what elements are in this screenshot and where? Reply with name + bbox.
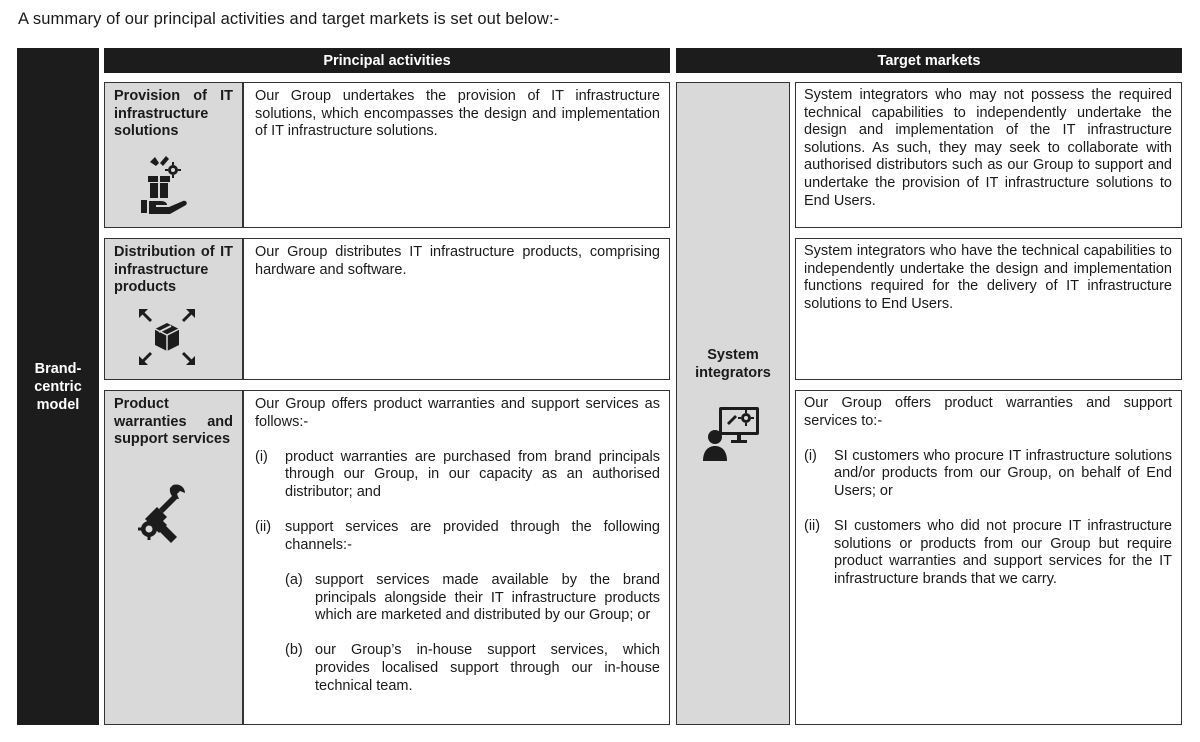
box-distribution-arrows-icon [135,305,199,369]
list-marker: (ii) [804,518,821,535]
target-segment-title: System integrators [695,347,771,381]
list-item [255,519,660,554]
list-marker: (i) [804,447,817,464]
activity-description-warranties [243,390,670,725]
list-marker: (i) [255,448,268,465]
list-marker: (b) [285,642,303,659]
activity-description-distribution [243,238,670,380]
list-text: SI customers who did not procure IT infrastructure solutions or products from our Group but require product warranties and support services for the IT infrastructure brands that we carry. [834,518,1172,587]
list-marker: (a) [285,571,303,588]
activity-title: Distribution of IT infrastructure products [114,244,233,296]
activity-description-provision [243,82,670,228]
person-monitor-gears-icon [703,403,763,463]
sub-list-item [255,642,660,695]
list-text: our Group’s in-house support services, which provides localised support through our in-house technical team. [315,642,660,694]
target-market-1 [795,82,1182,228]
list-text: support services are provided through the following channels:- [285,519,660,553]
list-text: support services made available by the brand principals alongside their IT infrastructure products which are marketed and distributed by our Group; or [315,571,660,624]
target-market-text: System integrators who may not possess the required technical capabilities to independently undertake the design and implementation of the IT infrastructure solutions. As such, they may seek to collaborate with authorised distributors such as our Group to support and undertake the provision of IT infrastructure solutions to End Users. [804,87,1172,209]
list-item [804,448,1172,501]
header-target-markets: Target markets [676,48,1182,73]
list-text: product warranties are purchased from brand principals through our Group, in our capacity as an authorised distributor; and [285,448,660,500]
activity-label-warranties [104,390,243,725]
activity-label-provision [104,82,243,228]
activity-label-distribution [104,238,243,380]
intro-text: A summary of our principal activities and target markets is set out below:- [18,10,560,28]
activity-description: Our Group undertakes the provision of IT infrastructure solutions, which encompasses the design and implementation of IT infrastructure solutions. [255,88,660,140]
hand-wrench-gear-icon [135,481,199,545]
target-market-intro: Our Group offers product warranties and support services to:- [804,395,1172,429]
target-market-2 [795,238,1182,380]
list-item [804,518,1172,588]
sub-list-item [255,572,660,625]
warranty-intro: Our Group offers product warranties and support services as follows:- [255,396,660,430]
hands-gift-gear-icon [135,153,199,217]
model-label: Brand-centric model [34,360,82,413]
activity-title: Product warranties and support services [114,396,233,448]
target-market-3 [795,390,1182,725]
model-column [17,48,99,725]
list-text: SI customers who procure IT infrastructure solutions and/or products from our Group, on behalf of End Users; or [834,447,1172,499]
list-item [255,449,660,502]
activity-description: Our Group distributes IT infrastructure products, comprising hardware and software. [255,244,660,278]
activity-title: Provision of IT infrastructure solutions [114,88,233,140]
header-principal-activities: Principal activities [104,48,670,73]
target-segment-column [676,82,790,725]
target-market-text: System integrators who have the technical capabilities to independently undertake the design and implementation functions required for the delivery of IT infrastructure solutions to End Users. [804,243,1172,312]
list-marker: (ii) [255,519,272,536]
